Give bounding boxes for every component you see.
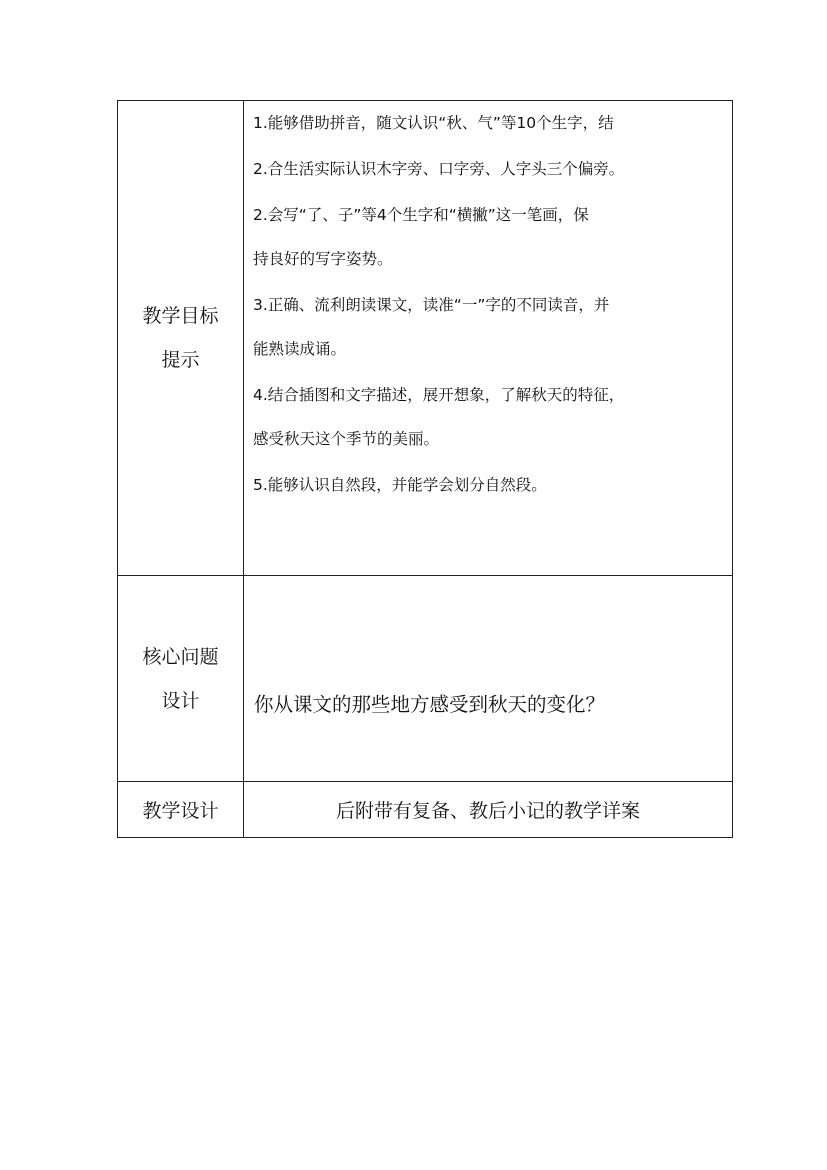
- goals-label-line2: 提示: [161, 349, 200, 371]
- goals-label-cell: [118, 101, 244, 576]
- goal-line-7: 4.结合插图和文字描述，展开想象，了解秋天的特征，: [253, 386, 625, 404]
- goal-line-1: 1.能够借助拼音，随文认识“秋、气”等10个生字，结: [253, 114, 614, 132]
- goal-line-5: 3.正确、流利朗读课文，读准“一”字的不同读音，并: [253, 296, 610, 314]
- design-row: [118, 782, 733, 838]
- core-content-cell: [244, 576, 733, 782]
- goals-row: [118, 101, 733, 576]
- core-label-line2: 设计: [161, 689, 200, 712]
- goals-list: [244, 101, 732, 497]
- core-label-cell: [118, 576, 244, 782]
- core-question-row: [118, 576, 733, 782]
- lesson-plan-table: [117, 100, 733, 838]
- goal-line-8: 感受秋天这个季节的美丽。: [253, 430, 440, 448]
- goal-line-4: 持良好的写字姿势。: [253, 250, 393, 268]
- goal-line-3: 2.会写“了、子”等4个生字和“横撇”这一笔画，保: [253, 206, 589, 224]
- design-value: 后附带有复备、教后小记的教学详案: [244, 782, 733, 838]
- core-label-line1: 核心问题: [142, 645, 219, 668]
- goal-line-2: 2.合生活实际认识木字旁、口字旁、人字头三个偏旁。: [253, 160, 625, 178]
- design-label: 教学设计: [118, 782, 244, 838]
- goal-line-6: 能熟读成诵。: [253, 340, 347, 358]
- goals-content-cell: [244, 101, 733, 576]
- goal-line-9: 5.能够认识自然段，并能学会划分自然段。: [253, 476, 547, 494]
- goals-label-line1: 教学目标: [142, 305, 219, 327]
- core-question-text: 你从课文的那些地方感受到秋天的变化？: [254, 692, 606, 716]
